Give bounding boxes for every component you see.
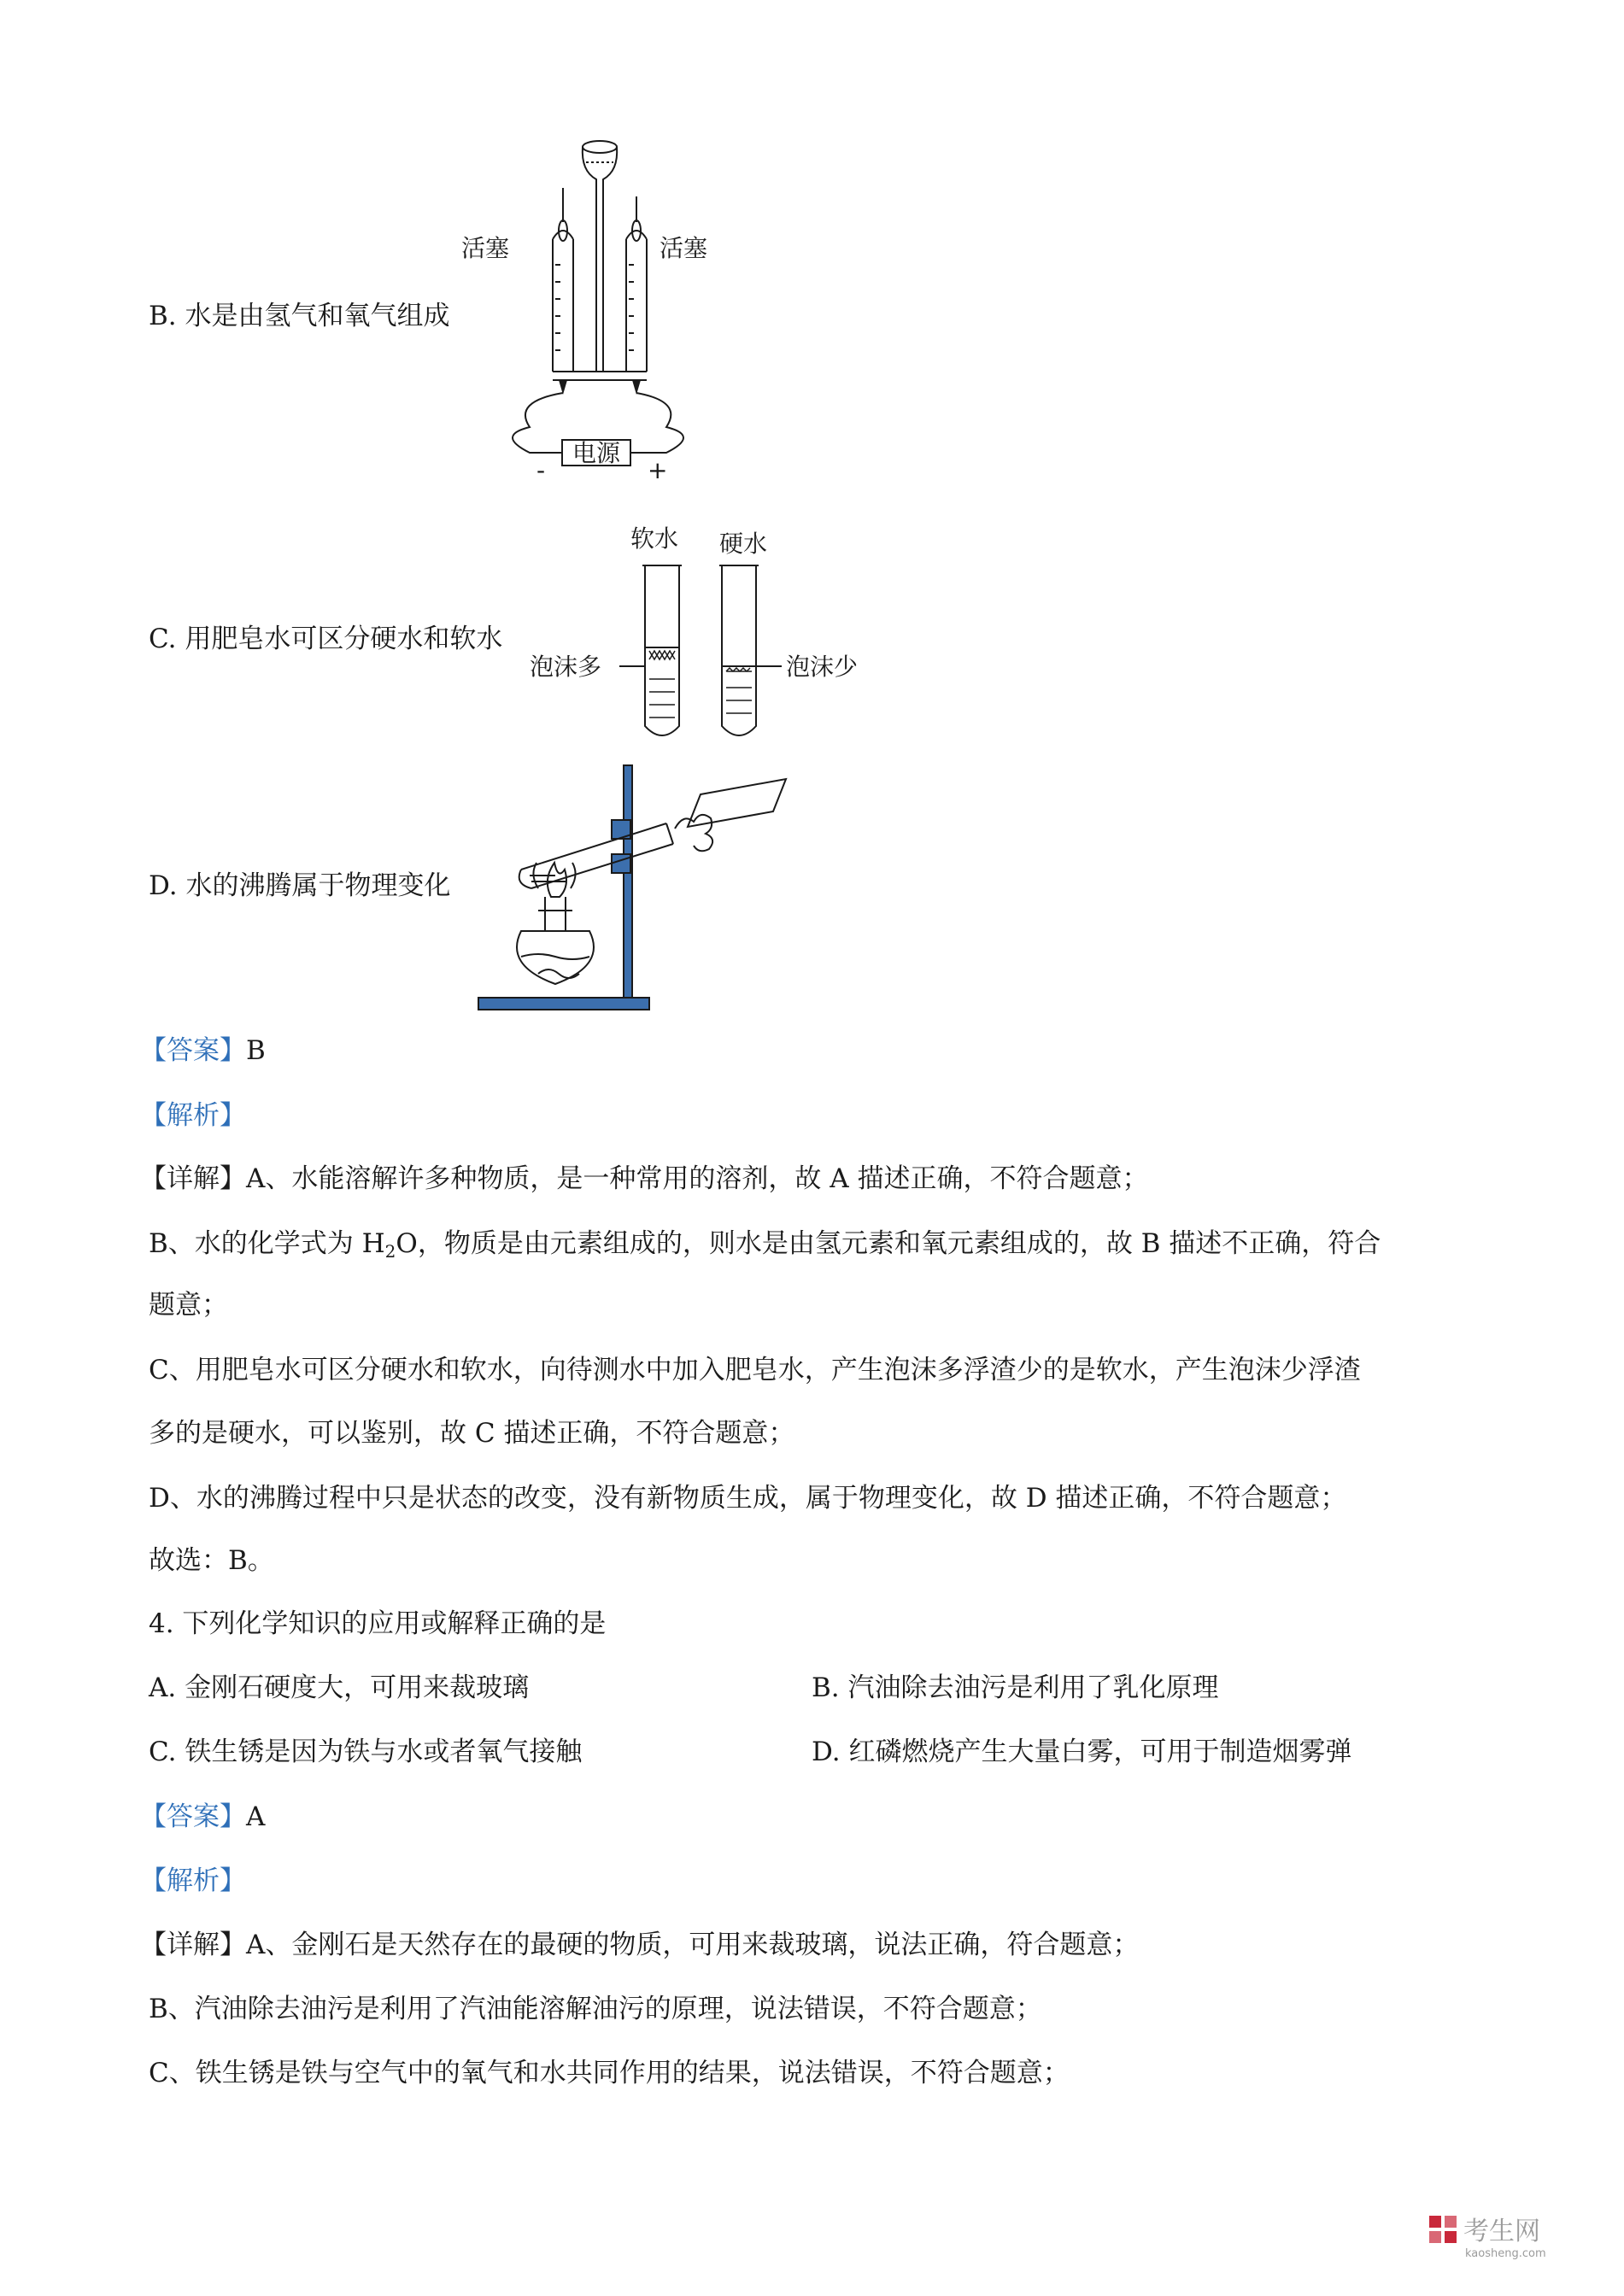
q4-detail-c: C、铁生锈是铁与空气中的氧气和水共同作用的结果，说法错误，不符合题意； — [149, 2058, 1070, 2088]
q3-detail-b-2: 题意； — [149, 1290, 228, 1321]
plus-label: + — [648, 456, 668, 484]
q3-choice: 故选：B。 — [149, 1545, 274, 1576]
q4-detail-b: B、汽油除去油污是利用了汽油能溶解油污的原理，说法错误，不符合题意； — [149, 1994, 1042, 2024]
detail-b-sub: 2 — [384, 1241, 396, 1262]
foam-more-label: 泡沫多 — [530, 653, 602, 681]
detail-b-pre: B、水的化学式为 H — [149, 1228, 385, 1259]
detail-tag: 【详解】 — [140, 1163, 246, 1194]
answer-tag: 【答案】 — [140, 1035, 246, 1066]
q3-answer — [140, 1034, 266, 1068]
detail-b-post: O，物质是由元素组成的，则水是由氢元素和氧元素组成的，故 B 描述不正确，符合 — [396, 1228, 1381, 1259]
electrolysis-figure — [461, 137, 735, 495]
boiling-figure — [470, 760, 794, 1016]
q4-option-b: B. 汽油除去油污是利用了乳化原理 — [812, 1672, 1219, 1703]
q4-option-a: A. 金刚石硬度大，可用来裁玻璃 — [149, 1672, 530, 1703]
q3-detail-b — [149, 1227, 1381, 1261]
logo-icon — [1429, 2216, 1457, 2243]
valve-label-right: 活塞 — [660, 234, 708, 262]
q4-option-c: C. 铁生锈是因为铁与水或者氧气接触 — [149, 1737, 583, 1767]
minus-label: - — [536, 456, 546, 484]
detail-tag: 【详解】 — [140, 1930, 246, 1960]
q4-analysis-tag: 【解析】 — [140, 1866, 246, 1896]
q3-detail-c-2: 多的是硬水，可以鉴别，故 C 描述正确，不符合题意； — [149, 1418, 795, 1449]
detail-a-text: A、金刚石是天然存在的最硬的物质，可用来裁玻璃，说法正确，符合题意； — [246, 1930, 1140, 1960]
valve-label-left: 活塞 — [461, 234, 510, 262]
q4-stem: 4. 下列化学知识的应用或解释正确的是 — [149, 1608, 607, 1639]
answer-value: A — [246, 1801, 266, 1832]
q3-detail-a — [140, 1162, 1148, 1196]
q3-detail-d: D、水的沸腾过程中只是状态的改变，没有新物质生成，属于物理变化，故 D 描述正确，不符合题意； — [149, 1483, 1347, 1514]
q4-option-d: D. 红磷燃烧产生大量白雾，可用于制造烟雾弹 — [812, 1737, 1352, 1767]
q3-option-c: C. 用肥皂水可区分硬水和软水 — [149, 624, 503, 654]
hard-water-label: 硬水 — [719, 530, 768, 558]
power-label: 电源 — [572, 439, 621, 467]
foam-less-label: 泡沫少 — [786, 653, 859, 681]
q4-detail-a — [140, 1928, 1139, 1962]
watermark-domain: kaosheng.com — [1465, 2247, 1546, 2260]
q4-answer — [140, 1800, 265, 1834]
answer-tag: 【答案】 — [140, 1801, 246, 1832]
answer-value: B — [246, 1035, 266, 1066]
q3-detail-c-1: C、用肥皂水可区分硬水和软水，向待测水中加入肥皂水，产生泡沫多浮渣少的是软水，产生泡沫少浮渣 — [149, 1355, 1361, 1385]
q3-option-d: D. 水的沸腾属于物理变化 — [149, 870, 451, 901]
q3-option-b: B. 水是由氢气和氧气组成 — [149, 301, 450, 331]
q3-analysis-tag: 【解析】 — [140, 1100, 246, 1131]
soap-water-figure — [530, 521, 888, 752]
watermark-name: 考生网 — [1463, 2217, 1540, 2246]
watermark-logo — [1428, 2211, 1598, 2262]
detail-a-text: A、水能溶解许多种物质，是一种常用的溶剂，故 A 描述正确，不符合题意； — [246, 1163, 1149, 1194]
soft-water-label: 软水 — [630, 524, 679, 553]
